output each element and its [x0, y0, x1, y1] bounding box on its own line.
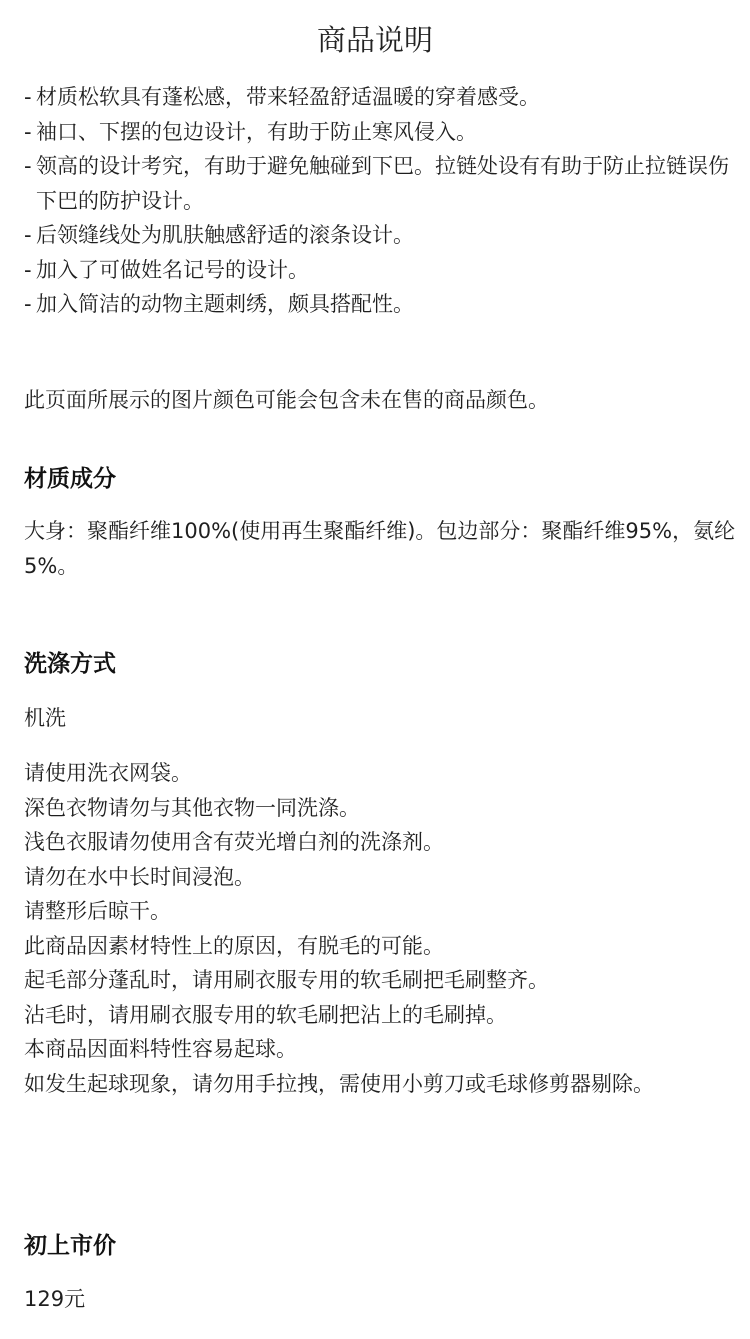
- bullet-dash: -: [24, 292, 32, 316]
- care-instruction: 此商品因素材特性上的原因，有脱毛的可能。: [24, 933, 444, 958]
- care-instruction: 请整形后晾干。: [24, 899, 171, 923]
- care-instruction: 沾毛时，请用刷衣服专用的软毛刷把沾上的毛刷掉。: [24, 1002, 507, 1027]
- bullet-dash: -: [24, 154, 32, 178]
- care-instruction: 本商品因面料特性容易起球。: [24, 1037, 297, 1061]
- care-instruction: 浅色衣服请勿使用含有荧光增白剂的洗涤剂。: [24, 830, 444, 854]
- care-instruction: 深色衣物请勿与其他衣物一同洗涤。: [24, 795, 360, 820]
- material-heading: 材质成分: [24, 466, 116, 492]
- bullet-dash: -: [24, 257, 32, 282]
- washing-heading: 洗涤方式: [24, 651, 116, 677]
- care-instruction: 起毛部分蓬乱时，请用刷衣服专用的软毛刷把毛刷整齐。: [24, 968, 549, 992]
- description-item: [24, 287, 736, 322]
- care-instructions-list: [24, 756, 736, 1101]
- washing-method: 机洗: [24, 706, 66, 730]
- bullet-dash: -: [24, 119, 32, 144]
- material-text: 大身：聚酯纤维100%(使用再生聚酯纤维)。包边部分：聚酯纤维95%，氨纶5%。: [24, 519, 736, 578]
- page-title: 商品说明: [316, 23, 433, 57]
- description-item-text: 领高的设计考究，有助于避免触碰到下巴。拉链处设有有助于防止拉链误伤下巴的防护设计。: [36, 154, 729, 213]
- price-value: 129元: [24, 1287, 86, 1311]
- description-item: [24, 149, 736, 218]
- description-item: [24, 115, 736, 150]
- description-item: [24, 218, 736, 253]
- description-item: [24, 80, 736, 115]
- care-instruction: 请使用洗衣网袋。: [24, 761, 192, 785]
- description-item-text: 加入简洁的动物主题刺绣，颇具搭配性。: [36, 292, 414, 316]
- description-item-text: 后领缝线处为肌肤触感舒适的滚条设计。: [36, 223, 414, 247]
- description-item-text: 加入了可做姓名记号的设计。: [36, 257, 309, 282]
- description-item-text: 袖口、下摆的包边设计，有助于防止寒风侵入。: [36, 119, 477, 144]
- color-disclaimer: 此页面所展示的图片颜色可能会包含未在售的商品颜色。: [24, 388, 549, 412]
- description-item-text: 材质松软具有蓬松感，带来轻盈舒适温暖的穿着感受。: [36, 85, 540, 109]
- description-list: [24, 80, 736, 322]
- price-heading: 初上市价: [24, 1233, 116, 1259]
- care-instruction: 请勿在水中长时间浸泡。: [24, 864, 255, 889]
- care-instruction: 如发生起球现象，请勿用手拉拽，需使用小剪刀或毛球修剪器剔除。: [24, 1071, 654, 1096]
- description-item: [24, 253, 736, 288]
- bullet-dash: -: [24, 223, 32, 247]
- bullet-dash: -: [24, 85, 32, 109]
